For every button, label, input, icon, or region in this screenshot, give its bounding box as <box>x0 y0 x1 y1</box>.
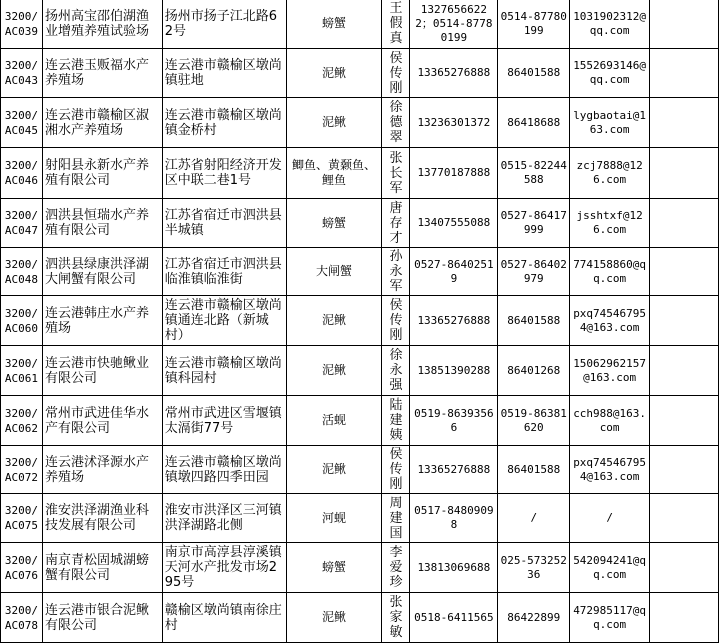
phone-cell: 13770187888 <box>410 148 498 199</box>
empty-cell <box>650 199 719 248</box>
email-cell: 472985117@qq.com <box>570 593 650 643</box>
email-cell: pxq745467954@163.com <box>570 446 650 494</box>
record-code-cell: 3200/ AC062 <box>1 396 43 446</box>
company-name-cell: 连云港沭泽源水产养殖场 <box>42 446 162 494</box>
company-name-cell: 泗洪县绿康洪泽湖大闸蟹有限公司 <box>42 248 162 296</box>
empty-cell <box>650 346 719 396</box>
record-code-cell: 3200/ AC072 <box>1 446 43 494</box>
empty-cell <box>650 396 719 446</box>
species-cell: 泥鳅 <box>286 446 382 494</box>
contact-person-cell: 李爱珍 <box>382 543 410 593</box>
record-code-cell: 3200/ AC060 <box>1 296 43 346</box>
email-cell: 15062962157@163.com <box>570 346 650 396</box>
table-row <box>1 248 719 296</box>
company-address-cell: 江苏省宿迁市泗洪县半城镇 <box>162 199 286 248</box>
company-address-cell: 南京市高淳县淳溪镇天河水产批发市场295号 <box>162 543 286 593</box>
empty-cell <box>650 494 719 543</box>
phone-cell: 13813069688 <box>410 543 498 593</box>
record-code-cell: 3200/ AC039 <box>1 0 43 49</box>
email-cell: lygbaotai@163.com <box>570 98 650 148</box>
record-code-cell: 3200/ AC076 <box>1 543 43 593</box>
record-code-cell: 3200/ AC045 <box>1 98 43 148</box>
record-code-cell: 3200/ AC046 <box>1 148 43 199</box>
species-cell: 大闸蟹 <box>286 248 382 296</box>
company-name-cell: 淮安洪泽湖渔业科技发展有限公司 <box>42 494 162 543</box>
phone-cell: 13851390288 <box>410 346 498 396</box>
record-code-cell: 3200/ AC047 <box>1 199 43 248</box>
species-cell: 河蚬 <box>286 494 382 543</box>
email-cell: / <box>570 494 650 543</box>
company-name-cell: 连云港市赣榆区淑湘水产养殖场 <box>42 98 162 148</box>
fax-cell: 86418688 <box>498 98 570 148</box>
email-cell: jsshtxf@126.com <box>570 199 650 248</box>
company-address-cell: 连云港市赣榆区墩尚镇墩四路四季田园 <box>162 446 286 494</box>
company-address-cell: 赣榆区墩尚镇南徐庄村 <box>162 593 286 643</box>
species-cell: 活蚬 <box>286 396 382 446</box>
species-cell: 泥鳅 <box>286 346 382 396</box>
fax-cell: 025-57325236 <box>498 543 570 593</box>
fax-cell: 0514-87780199 <box>498 0 570 49</box>
contact-person-cell: 王假真 <box>382 0 410 49</box>
company-name-cell: 泗洪县恒瑞水产养殖有限公司 <box>42 199 162 248</box>
fax-cell: 86401588 <box>498 49 570 98</box>
company-name-cell: 连云港韩庄水产养殖场 <box>42 296 162 346</box>
species-cell: 泥鳅 <box>286 296 382 346</box>
contact-person-cell: 孙永军 <box>382 248 410 296</box>
table-row <box>1 98 719 148</box>
species-cell: 泥鳅 <box>286 49 382 98</box>
empty-cell <box>650 0 719 49</box>
phone-cell: 13236301372 <box>410 98 498 148</box>
email-cell: 1552693146@qq.com <box>570 49 650 98</box>
table-row <box>1 346 719 396</box>
fax-cell: 0515-82244588 <box>498 148 570 199</box>
species-cell: 螃蟹 <box>286 0 382 49</box>
empty-cell <box>650 446 719 494</box>
record-code-cell: 3200/ AC043 <box>1 49 43 98</box>
species-cell: 泥鳅 <box>286 98 382 148</box>
record-code-cell: 3200/ AC075 <box>1 494 43 543</box>
contact-person-cell: 侯传刚 <box>382 446 410 494</box>
email-cell: zcj7888@126.com <box>570 148 650 199</box>
table-row <box>1 396 719 446</box>
empty-cell <box>650 296 719 346</box>
email-cell: cch988@163.com <box>570 396 650 446</box>
empty-cell <box>650 543 719 593</box>
fax-cell: 0527-86417999 <box>498 199 570 248</box>
contact-person-cell: 侯传刚 <box>382 296 410 346</box>
table-row <box>1 199 719 248</box>
email-cell: 1031902312@qq.com <box>570 0 650 49</box>
email-cell: pxq745467954@163.com <box>570 296 650 346</box>
company-name-cell: 连云港市快驰鳅业有限公司 <box>42 346 162 396</box>
company-address-cell: 扬州市扬子江北路62号 <box>162 0 286 49</box>
species-cell: 螃蟹 <box>286 543 382 593</box>
company-address-cell: 连云港市赣榆区墩尚镇驻地 <box>162 49 286 98</box>
company-name-cell: 连云港市银合泥鳅有限公司 <box>42 593 162 643</box>
phone-cell: 0519-86393566 <box>410 396 498 446</box>
phone-cell: 13365276888 <box>410 296 498 346</box>
empty-cell <box>650 98 719 148</box>
company-address-cell: 江苏省射阳经济开发区中联二巷1号 <box>162 148 286 199</box>
contact-person-cell: 侯传刚 <box>382 49 410 98</box>
fax-cell: 86401588 <box>498 446 570 494</box>
contact-person-cell: 徐德翠 <box>382 98 410 148</box>
contact-person-cell: 陆建姨 <box>382 396 410 446</box>
company-address-cell: 连云港市赣榆区墩尚镇科园村 <box>162 346 286 396</box>
empty-cell <box>650 593 719 643</box>
fax-cell: 86422899 <box>498 593 570 643</box>
company-address-cell: 连云港市赣榆区墩尚镇金桥村 <box>162 98 286 148</box>
email-cell: 542094241@qq.com <box>570 543 650 593</box>
company-name-cell: 连云港玉贩福水产养殖场 <box>42 49 162 98</box>
species-cell: 螃蟹 <box>286 199 382 248</box>
fax-cell: 0519-86381620 <box>498 396 570 446</box>
phone-cell: 0517-84809098 <box>410 494 498 543</box>
species-cell: 泥鳅 <box>286 593 382 643</box>
phone-cell: 13276566222；0514-87780199 <box>410 0 498 49</box>
table-row <box>1 0 719 49</box>
fax-cell: 86401588 <box>498 296 570 346</box>
record-code-cell: 3200/ AC078 <box>1 593 43 643</box>
table-row <box>1 593 719 643</box>
fax-cell: 86401268 <box>498 346 570 396</box>
phone-cell: 0518-6411565 <box>410 593 498 643</box>
fax-cell: / <box>498 494 570 543</box>
phone-cell: 0527-86402519 <box>410 248 498 296</box>
table-row <box>1 148 719 199</box>
empty-cell <box>650 148 719 199</box>
phone-cell: 13365276888 <box>410 49 498 98</box>
company-name-cell: 扬州高宝邵伯湖渔业增殖养殖试验场 <box>42 0 162 49</box>
species-cell: 鲫鱼、黄颡鱼、鲤鱼 <box>286 148 382 199</box>
empty-cell <box>650 49 719 98</box>
company-address-cell: 淮安市洪泽区三河镇洪泽湖路北侧 <box>162 494 286 543</box>
table-body <box>1 0 719 643</box>
company-name-cell: 射阳县永新水产养殖有限公司 <box>42 148 162 199</box>
table-row <box>1 49 719 98</box>
fax-cell: 0527-86402979 <box>498 248 570 296</box>
table-row <box>1 494 719 543</box>
contact-person-cell: 周建国 <box>382 494 410 543</box>
record-code-cell: 3200/ AC048 <box>1 248 43 296</box>
phone-cell: 13407555088 <box>410 199 498 248</box>
table-row <box>1 446 719 494</box>
contact-person-cell: 唐存才 <box>382 199 410 248</box>
record-code-cell: 3200/ AC061 <box>1 346 43 396</box>
company-address-cell: 江苏省宿迁市泗洪县临淮镇临淮街 <box>162 248 286 296</box>
contact-person-cell: 徐永强 <box>382 346 410 396</box>
phone-cell: 13365276888 <box>410 446 498 494</box>
table-row <box>1 543 719 593</box>
contact-person-cell: 张长军 <box>382 148 410 199</box>
company-name-cell: 南京青松固城湖螃蟹有限公司 <box>42 543 162 593</box>
email-cell: 774158860@qq.com <box>570 248 650 296</box>
company-address-cell: 连云港市赣榆区墩尚镇通连北路（新城村） <box>162 296 286 346</box>
empty-cell <box>650 248 719 296</box>
company-address-cell: 常州市武进区雪堰镇太滆街77号 <box>162 396 286 446</box>
table-row <box>1 296 719 346</box>
company-name-cell: 常州市武进佳华水产有限公司 <box>42 396 162 446</box>
contact-person-cell: 张家敏 <box>382 593 410 643</box>
